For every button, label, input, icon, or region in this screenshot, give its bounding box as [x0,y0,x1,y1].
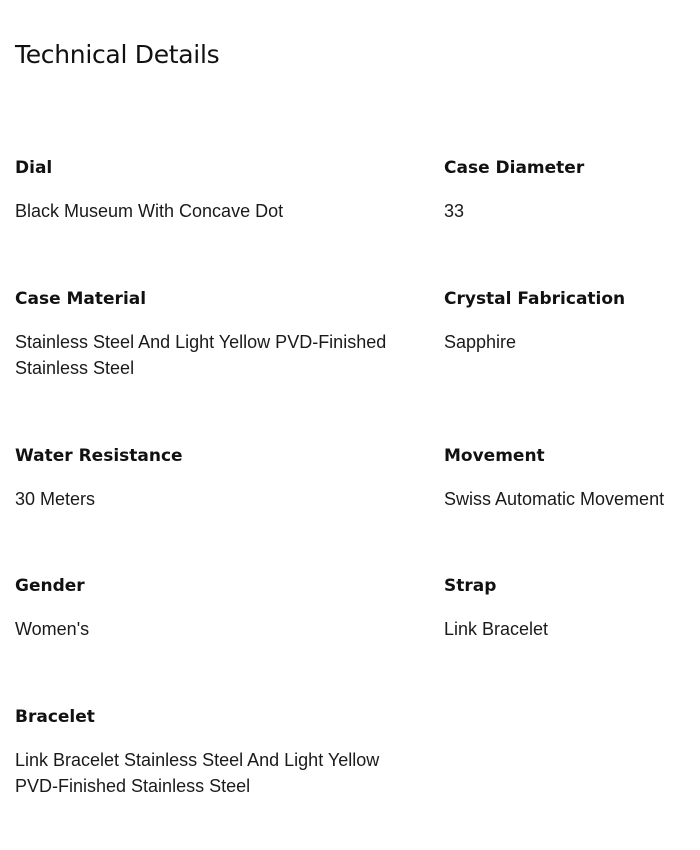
spec-value: 30 Meters [15,489,96,509]
spec-label: Gender [15,576,85,596]
spec-label: Case Material [15,289,147,309]
spec-value: Women's [15,619,90,639]
spec-value: Link Bracelet Stainless Steel And Light Yellow PVD-Finished Stainless Steel [15,750,380,796]
spec-value: Black Museum With Concave Dot [15,201,284,221]
section-title: Technical Details [15,40,220,69]
spec-label: Water Resistance [15,446,183,466]
spec-label: Movement [444,446,545,466]
spec-case-diameter [444,157,694,224]
spec-dial [15,157,425,224]
spec-movement [444,445,694,512]
spec-label: Strap [444,576,497,596]
spec-label: Crystal Fabrication [444,289,626,309]
spec-bracelet [15,706,425,799]
spec-crystal-fabrication [444,288,694,355]
spec-label: Case Diameter [444,158,585,178]
spec-value: Stainless Steel And Light Yellow PVD-Finished Stainless Steel [15,332,387,378]
spec-label: Dial [15,158,53,178]
spec-gender [15,575,425,642]
spec-water-resistance [15,445,425,512]
spec-value: 33 [444,201,465,221]
spec-label: Bracelet [15,707,95,727]
spec-value: Swiss Automatic Movement [444,489,665,509]
spec-value: Link Bracelet [444,619,549,639]
spec-strap [444,575,694,642]
spec-value: Sapphire [444,332,517,352]
spec-case-material [15,288,425,381]
